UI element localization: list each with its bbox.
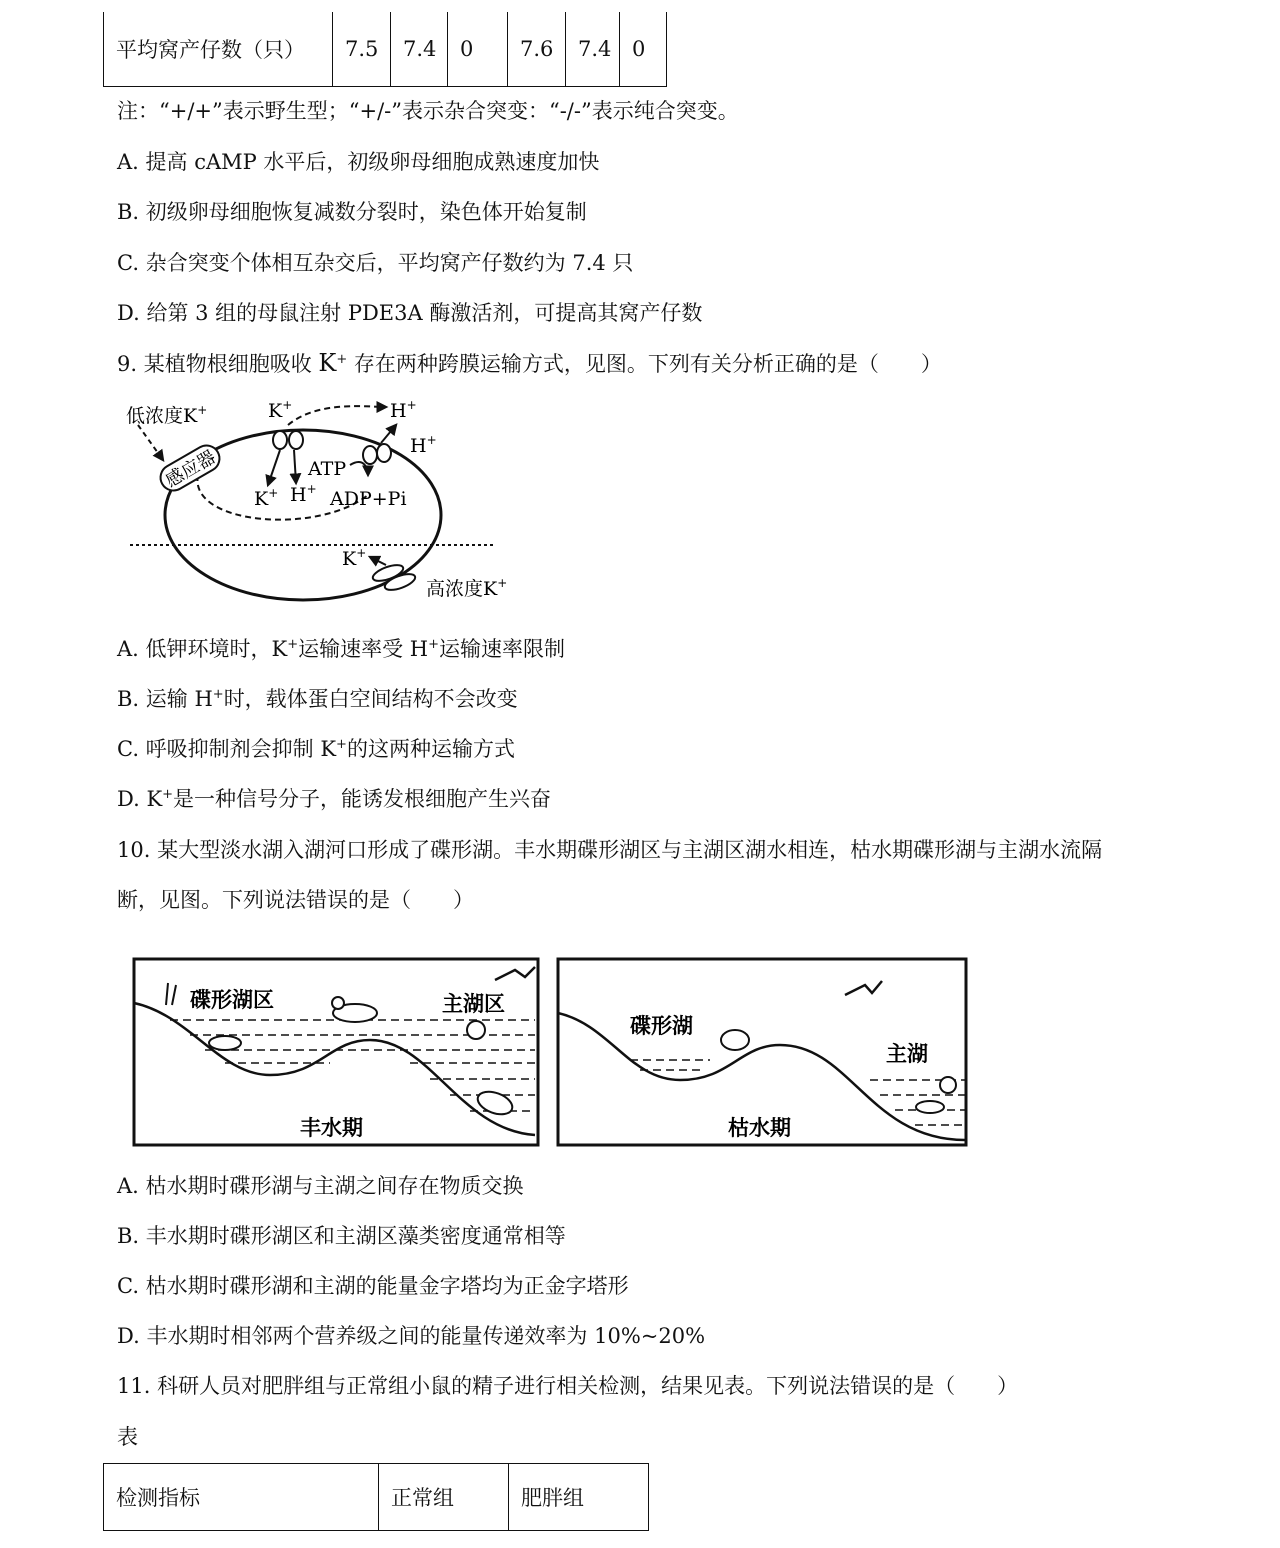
svg-text:ATP: ATP [308,458,347,480]
svg-text:低浓度K+: 低浓度K+ [126,403,208,427]
table-header: 肥胖组 [509,1464,649,1531]
q8-option-a: A. 提高 cAMP 水平后，初级卵母细胞成熟速度加快 [117,150,600,174]
table-cell: 7.4 [391,12,448,86]
svg-text:H+: H+ [390,398,417,422]
table-cell: 7.6 [508,12,566,86]
svg-text:主湖: 主湖 [886,1041,928,1066]
plankton-icon [940,1077,956,1093]
offspring-table [103,12,667,87]
table-header: 正常组 [379,1464,509,1531]
q11-stem: 11. 科研人员对肥胖组与正常组小鼠的精子进行相关检测，结果见表。下列说法错误的是（ ） [117,1374,1019,1398]
svg-text:H+: H+ [290,482,317,506]
q10-option-b: B. 丰水期时碟形湖区和主湖区藻类密度通常相等 [117,1224,566,1248]
svg-text:ADP+Pi: ADP+Pi [330,488,407,510]
fish-icon [916,1101,944,1113]
q10-stem-line2: 断，见图。下列说法错误的是（ ） [117,888,474,912]
table-note: 注：“+/+”表示野生型；“+/-”表示杂合突变：“-/-”表示纯合突变。 [117,99,739,123]
q8-option-d: D. 给第 3 组的母鼠注射 PDE3A 酶激活剂，可提高其窝产仔数 [117,301,703,325]
q9-option-a: A. 低钾环境时，K+运输速率受 H+运输速率限制 [117,637,566,661]
q10-option-d: D. 丰水期时相邻两个营养级之间的能量传递效率为 10%~20% [117,1324,706,1348]
q8-option-b: B. 初级卵母细胞恢复减数分裂时，染色体开始复制 [117,200,587,224]
svg-text:K+: K+ [268,398,293,422]
k-h-cotransporter-icon [273,431,303,449]
table-cell: 7.4 [566,12,620,86]
q9-option-b: B. 运输 H+时，载体蛋白空间结构不会改变 [117,687,518,711]
k-channel-icon [371,562,417,593]
proton-pump-icon [363,444,391,464]
svg-text:碟形湖: 碟形湖 [630,1013,693,1038]
dish-lake-diagram [130,955,970,1150]
q10-option-c: C. 枯水期时碟形湖和主湖的能量金字塔均为正金字塔形 [117,1274,629,1298]
wet-season-panel [134,959,538,1145]
table-row-label: 平均窝产仔数（只） [104,12,333,86]
svg-text:H+: H+ [410,433,437,457]
svg-text:高浓度K+: 高浓度K+ [426,576,508,600]
svg-text:感应器: 感应器 [162,446,220,492]
q8-option-c: C. 杂合突变个体相互杂交后，平均窝产仔数约为 7.4 只 [117,251,634,275]
svg-text:碟形湖区: 碟形湖区 [190,987,274,1012]
svg-text:枯水期: 枯水期 [728,1115,791,1140]
svg-text:K+: K+ [254,486,279,510]
q11-table-caption: 表 [117,1425,138,1449]
dry-season-panel [558,959,966,1145]
q10-option-a: A. 枯水期时碟形湖与主湖之间存在物质交换 [117,1174,524,1198]
root-cell-transport-diagram [118,395,508,610]
svg-text:丰水期: 丰水期 [300,1115,363,1140]
q9-stem: 9. 某植物根细胞吸收 K+ 存在两种跨膜运输方式，见图。下列有关分析正确的是（ ） [117,349,942,377]
table-header: 检测指标 [104,1464,379,1531]
bird-icon [721,1030,749,1050]
q10-stem-line1: 10. 某大型淡水湖入湖河口形成了碟形湖。丰水期碟形湖区与主湖区湖水相连，枯水期碟形湖与主湖水流隔 [117,838,1103,862]
plankton-icon [467,1021,485,1039]
svg-text:主湖区: 主湖区 [442,991,505,1016]
svg-text:K+: K+ [342,546,367,570]
table-cell: 0 [620,12,667,86]
sperm-test-table [103,1463,649,1531]
q9-option-c: C. 呼吸抑制剂会抑制 K+的这两种运输方式 [117,737,515,761]
fish-icon [209,1036,241,1050]
table-cell: 0 [448,12,508,86]
table-cell: 7.5 [333,12,391,86]
q9-option-d: D. K+是一种信号分子，能诱发根细胞产生兴奋 [117,787,552,811]
